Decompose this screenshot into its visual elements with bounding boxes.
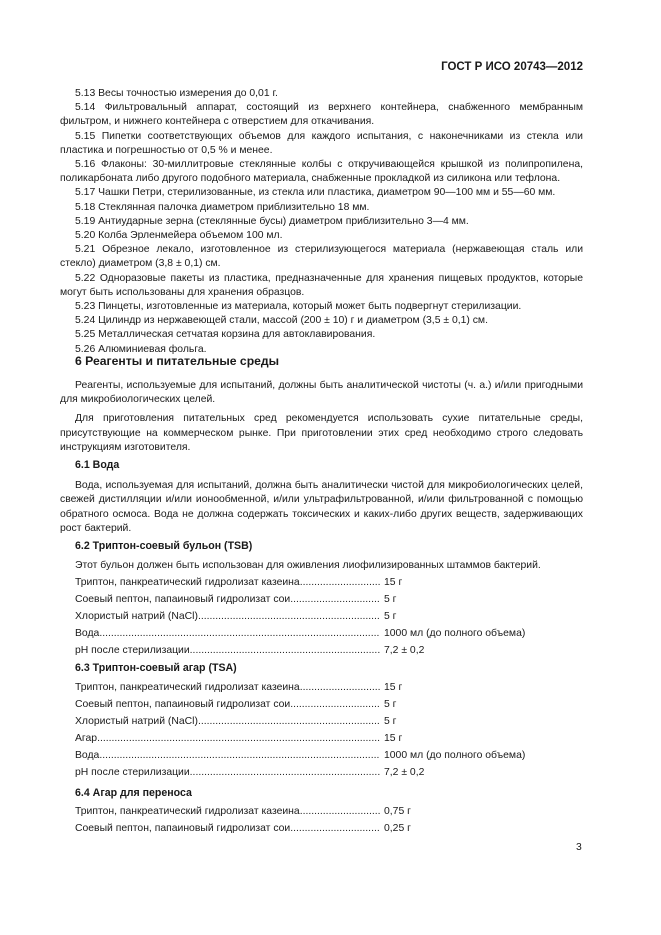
recipe-row — [60, 803, 583, 820]
list-item: 5.16 Флаконы: 30-миллитровые стеклянные колбы с откручивающейся крышкой из полипропилена, поликарбоната либо другого подобного материала, снабженные прокладкой из силикона или тефлона. — [60, 159, 583, 185]
paragraph: Реагенты, используемые для испытаний, должны быть аналитической чистоты (ч. а.) и/или пригодными для микробиологических целей. — [60, 380, 583, 406]
amount: 7,2 ± 0,2 — [384, 645, 425, 657]
recipe-row — [60, 608, 583, 625]
ingredient: Хлористый натрий (NaCl) — [75, 611, 198, 623]
recipe-row — [60, 696, 583, 713]
section-heading: 6 Реагенты и питательные среды — [75, 354, 280, 368]
list-item: 5.23 Пинцеты, изготовленные из материала, который может быть подвергнут стерилизации. — [75, 301, 522, 313]
subsection-heading: 6.4 Агар для переноса — [75, 787, 192, 799]
ingredient: Соевый пептон, папаиновый гидролизат сои — [75, 823, 291, 835]
ingredient: Вода — [75, 628, 100, 640]
ingredient: Триптон, панкреатический гидролизат казеина — [75, 806, 300, 818]
recipe-row — [60, 642, 583, 659]
ingredient: Соевый пептон, папаиновый гидролизат сои — [75, 594, 291, 606]
ingredient: Агар — [75, 733, 98, 745]
list-item: 5.19 Антиударные зерна (стеклянные бусы) диаметром приблизительно 3—4 мм. — [75, 215, 469, 227]
recipe-row — [60, 713, 583, 730]
amount: 0,25 г — [384, 823, 411, 835]
paragraph: Для приготовления питательных сред рекомендуется использовать сухие питательные среды, присутствующие на коммерческом рынке. При приготовлении этих сред необходимо строго следовать инструкциям изготовителя. — [60, 413, 583, 453]
document-header: ГОСТ Р ИСО 20743—2012 — [441, 61, 583, 73]
list-item: 5.21 Обрезное лекало, изготовленное из стерилизующегося материала (нержавеющая сталь или стекло) диаметром (3,8 ± 0,1) см. — [60, 244, 583, 270]
ingredient: pH после стерилизации — [75, 767, 190, 779]
list-item: 5.20 Колба Эрленмейера объемом 100 мл. — [75, 230, 283, 242]
list-item: 5.25 Металлическая сетчатая корзина для автоклавирования. — [75, 329, 376, 341]
list-item: 5.17 Чашки Петри, стерилизованные, из стекла или пластика, диаметром 90—100 мм и 55—60 мм. — [75, 187, 556, 199]
amount: 5 г — [384, 699, 397, 711]
subsection-heading: 6.2 Триптон-соевый бульон (TSB) — [75, 540, 253, 552]
amount: 1000 мл (до полного объема) — [384, 628, 526, 640]
recipe-row — [60, 730, 583, 747]
paragraph: Вода, используемая для испытаний, должна быть аналитически чистой для микробиологических целей, свежей дистилляции и/или ионообменной, и/или ультрафильтрованной, и/или фильтрованной с помощью обратного осмоса. Вода не должна содержать токсических и каких-либо других веществ, задерживающих рост бактерий. — [60, 480, 583, 534]
recipe-row — [60, 679, 583, 696]
list-item: 5.26 Алюминиевая фольга. — [75, 343, 207, 355]
ingredient: Триптон, панкреатический гидролизат казеина — [75, 682, 300, 694]
paragraph: Этот бульон должен быть использован для оживления лиофилизированных штаммов бактерий. — [75, 560, 541, 572]
ingredient: Хлористый натрий (NaCl) — [75, 716, 198, 728]
recipe-row — [60, 820, 583, 837]
amount: 15 г — [384, 682, 403, 694]
ingredient: pH после стерилизации — [75, 645, 190, 657]
ingredient: Вода — [75, 750, 100, 762]
amount: 5 г — [384, 594, 397, 606]
ingredient: Триптон, панкреатический гидролизат казеина — [75, 577, 300, 589]
equipment-list — [60, 87, 583, 357]
list-item: 5.24 Цилиндр из нержавеющей стали, массой (200 ± 10) г и диаметром (3,5 ± 0,1) см. — [75, 315, 488, 327]
list-item: 5.15 Пипетки соответствующих объемов для каждого испытания, с наконечниками из стекла или пластика и погрешностью от 0,5 % и менее. — [60, 130, 583, 156]
amount: 5 г — [384, 611, 397, 623]
amount: 5 г — [384, 716, 397, 728]
amount: 7,2 ± 0,2 — [384, 767, 425, 779]
amount: 0,75 г — [384, 806, 411, 818]
ingredient: Соевый пептон, папаиновый гидролизат сои — [75, 699, 291, 711]
recipe-row — [60, 764, 583, 781]
amount: 15 г — [384, 733, 403, 745]
list-item: 5.13 Весы точностью измерения до 0,01 г. — [75, 88, 278, 99]
amount: 15 г — [384, 577, 403, 589]
subsection-heading: 6.1 Вода — [75, 459, 120, 471]
list-item: 5.18 Стеклянная палочка диаметром приблизительно 18 мм. — [75, 201, 370, 213]
amount: 1000 мл (до полного объема) — [384, 750, 526, 762]
subsection-heading: 6.3 Триптон-соевый агар (TSA) — [75, 662, 237, 674]
list-item: 5.14 Фильтровальный аппарат, состоящий из верхнего контейнера, снабженного мембранным фильтром, и нижнего контейнера с отверстием для откачивания. — [60, 102, 583, 128]
recipe-row — [60, 625, 583, 642]
list-item: 5.22 Одноразовые пакеты из пластика, предназначенные для хранения пищевых продуктов, которые могут быть использованы для хранения образцов. — [60, 272, 583, 298]
recipe-row — [60, 747, 583, 764]
recipe-row — [60, 574, 583, 591]
page-number: 3 — [576, 842, 582, 853]
recipe-row — [60, 591, 583, 608]
